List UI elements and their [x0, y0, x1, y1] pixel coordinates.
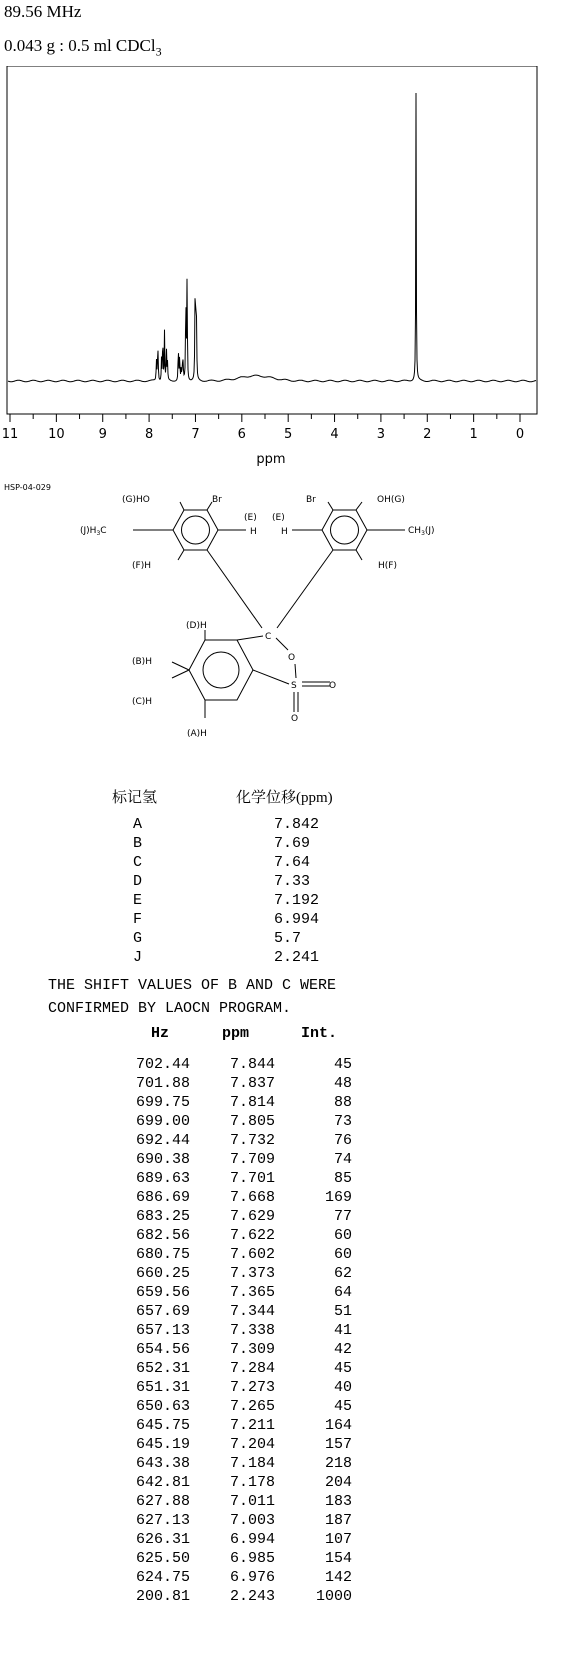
x-tick-label: 1 — [469, 427, 478, 442]
peak-row — [0, 1340, 570, 1360]
peak-ppm: 7.338 — [229, 1322, 275, 1339]
peak-hz: 680.75 — [135, 1246, 190, 1263]
label-ch3-j: $CH_3(J)$ — [408, 526, 435, 537]
peak-hz: 699.75 — [135, 1094, 190, 1111]
peak-int: 60 — [333, 1246, 352, 1263]
col-header-int: Int. — [301, 1025, 338, 1042]
x-tick-label: 5 — [284, 427, 293, 442]
peak-row — [0, 1093, 570, 1113]
peak-int: 77 — [333, 1208, 352, 1225]
peak-row — [0, 1226, 570, 1246]
peak-hz: 627.13 — [135, 1512, 190, 1529]
peak-row — [0, 1207, 570, 1227]
shift-row-label: A — [133, 816, 143, 833]
peak-hz: 686.69 — [135, 1189, 190, 1206]
peak-row — [0, 1131, 570, 1151]
x-tick-label: 0 — [515, 427, 525, 442]
peak-row — [0, 1492, 570, 1512]
peak-row — [0, 1568, 570, 1588]
peak-hz: 645.75 — [135, 1417, 190, 1434]
peak-int: 85 — [333, 1170, 352, 1187]
peak-int: 1000 — [315, 1588, 352, 1605]
label-br-left: Br — [212, 495, 222, 505]
peak-ppm: 7.178 — [229, 1474, 275, 1491]
peak-ppm: 6.985 — [229, 1550, 275, 1567]
peak-hz: 624.75 — [135, 1569, 190, 1586]
peak-row — [0, 1378, 570, 1398]
shift-row-value: 6.994 — [274, 911, 320, 928]
peak-int: 60 — [333, 1227, 352, 1244]
peak-int: 76 — [333, 1132, 352, 1149]
peak-hz: 643.38 — [135, 1455, 190, 1472]
shift-row-value: 7.192 — [274, 892, 320, 909]
peak-ppm: 7.211 — [229, 1417, 275, 1434]
shift-row-label: E — [133, 892, 143, 909]
peak-int: 218 — [324, 1455, 352, 1472]
peak-hz: 699.00 — [135, 1113, 190, 1130]
peak-row — [0, 1416, 570, 1436]
sample-concentration — [4, 36, 162, 59]
label-s-atom: S — [291, 681, 297, 691]
label-h-f-right: H(F) — [378, 561, 397, 571]
peak-ppm: 7.602 — [229, 1246, 275, 1263]
shift-row-label: J — [133, 949, 143, 966]
peak-hz: 692.44 — [135, 1132, 190, 1149]
peak-ppm: 7.344 — [229, 1303, 275, 1320]
peak-ppm: 7.844 — [229, 1056, 275, 1073]
peak-ppm: 7.011 — [229, 1493, 275, 1510]
peak-row — [0, 1454, 570, 1474]
label-h-left-e: H — [250, 527, 257, 537]
x-tick-label: 10 — [48, 427, 65, 442]
peak-hz: 660.25 — [135, 1265, 190, 1282]
peak-int: 157 — [324, 1436, 352, 1453]
peak-hz: 652.31 — [135, 1360, 190, 1377]
peak-ppm: 7.814 — [229, 1094, 275, 1111]
peak-row — [0, 1302, 570, 1322]
peak-ppm: 7.805 — [229, 1113, 275, 1130]
label-e-right: (E) — [272, 513, 285, 523]
peak-hz: 645.19 — [135, 1436, 190, 1453]
peak-int: 73 — [333, 1113, 352, 1130]
shift-row-label: B — [133, 835, 143, 852]
peak-ppm: 7.837 — [229, 1075, 275, 1092]
peak-row — [0, 1245, 570, 1265]
sample-text: 0.043 g : 0.5 ml CDCl — [4, 36, 156, 55]
label-c-h: (C)H — [132, 697, 153, 707]
peak-hz: 650.63 — [135, 1398, 190, 1415]
label-j-h3c: $(J)H_3C$ — [80, 526, 107, 537]
peak-int: 154 — [324, 1550, 352, 1567]
peak-row — [0, 1359, 570, 1379]
peak-row — [0, 1074, 570, 1094]
label-br-right: Br — [306, 495, 316, 505]
peak-ppm: 7.709 — [229, 1151, 275, 1168]
peak-row — [0, 1283, 570, 1303]
x-tick-label: 9 — [98, 427, 107, 442]
shift-row-value: 5.7 — [274, 930, 302, 947]
peak-ppm: 7.668 — [229, 1189, 275, 1206]
peak-hz: 626.31 — [135, 1531, 190, 1548]
peak-int: 41 — [333, 1322, 352, 1339]
x-axis-label: ppm — [256, 452, 286, 466]
col-header-ppm: ppm — [222, 1025, 250, 1042]
peak-row — [0, 1397, 570, 1417]
peak-ppm: 7.184 — [229, 1455, 275, 1472]
spectrum-line — [8, 93, 536, 382]
peak-int: 187 — [324, 1512, 352, 1529]
peak-hz: 689.63 — [135, 1170, 190, 1187]
label-o-bottom: O — [291, 714, 299, 724]
peak-int: 169 — [324, 1189, 352, 1206]
label-o-ring: O — [288, 653, 296, 663]
note-line-2: CONFIRMED BY LAOCN PROGRAM. — [48, 1000, 292, 1017]
peak-hz: 625.50 — [135, 1550, 190, 1567]
shift-row-label: G — [133, 930, 143, 947]
spectrum-code: HSP-04-029 — [4, 483, 51, 492]
label-f-h-left: (F)H — [132, 561, 151, 571]
left-ring-circle — [182, 516, 210, 544]
peak-hz: 690.38 — [135, 1151, 190, 1168]
shift-row-label: F — [133, 911, 143, 928]
peak-int: 45 — [333, 1360, 352, 1377]
label-d-h: (D)H — [186, 621, 207, 631]
peak-int: 45 — [333, 1056, 352, 1073]
shift-row-value: 7.33 — [274, 873, 311, 890]
peak-hz: 683.25 — [135, 1208, 190, 1225]
peak-ppm: 6.976 — [229, 1569, 275, 1586]
peak-row — [0, 1511, 570, 1531]
peak-ppm: 2.243 — [229, 1588, 275, 1605]
peak-int: 40 — [333, 1379, 352, 1396]
peak-row — [0, 1530, 570, 1550]
label-h-right-e: H — [281, 527, 288, 537]
x-tick-label: 11 — [1, 427, 19, 442]
peak-hz: 654.56 — [135, 1341, 190, 1358]
label-a-h: (A)H — [187, 729, 207, 739]
peak-int: 88 — [333, 1094, 352, 1111]
shift-row — [0, 891, 570, 911]
right-ring-circle — [331, 516, 359, 544]
peak-ppm: 7.701 — [229, 1170, 275, 1187]
shift-row — [0, 815, 570, 835]
peak-hz: 627.88 — [135, 1493, 190, 1510]
shift-row — [0, 834, 570, 854]
peak-hz: 642.81 — [135, 1474, 190, 1491]
peak-int: 42 — [333, 1341, 352, 1358]
shift-row — [0, 872, 570, 892]
peak-row — [0, 1055, 570, 1075]
peak-ppm: 7.284 — [229, 1360, 275, 1377]
peak-row — [0, 1264, 570, 1284]
peak-hz: 657.69 — [135, 1303, 190, 1320]
peak-ppm: 7.265 — [229, 1398, 275, 1415]
peak-ppm: 7.204 — [229, 1436, 275, 1453]
x-tick-label: 4 — [330, 427, 339, 442]
peak-row — [0, 1188, 570, 1208]
peak-ppm: 7.365 — [229, 1284, 275, 1301]
peak-int: 142 — [324, 1569, 352, 1586]
x-tick-label: 8 — [144, 427, 154, 442]
x-axis-ticks — [2, 414, 524, 442]
peak-ppm: 6.994 — [229, 1531, 275, 1548]
label-b-h: (B)H — [132, 657, 152, 667]
peak-row — [0, 1321, 570, 1341]
peak-hz: 701.88 — [135, 1075, 190, 1092]
shift-row-value: 7.69 — [274, 835, 311, 852]
peak-row — [0, 1473, 570, 1493]
peak-hz: 200.81 — [135, 1588, 190, 1605]
x-tick-label: 7 — [191, 427, 200, 442]
peak-ppm: 7.003 — [229, 1512, 275, 1529]
peak-int: 51 — [333, 1303, 352, 1320]
peak-int: 64 — [333, 1284, 352, 1301]
peak-int: 45 — [333, 1398, 352, 1415]
peak-int: 48 — [333, 1075, 352, 1092]
label-central-c: C — [265, 632, 272, 642]
shift-row-value: 2.241 — [274, 949, 320, 966]
label-o-right: O — [329, 681, 337, 691]
note-line-1: THE SHIFT VALUES OF B AND C WERE — [48, 977, 337, 994]
peak-ppm: 7.732 — [229, 1132, 275, 1149]
col-header-label: 标记氢 — [112, 790, 158, 806]
peak-ppm: 7.373 — [229, 1265, 275, 1282]
shift-row — [0, 948, 570, 968]
plot-frame — [7, 66, 537, 414]
peak-int: 183 — [324, 1493, 352, 1510]
benzo-ring-circle — [203, 652, 239, 688]
peak-int: 164 — [324, 1417, 352, 1434]
peak-hz: 651.31 — [135, 1379, 190, 1396]
benzo-ring — [189, 640, 253, 700]
nmr-spectrum-chart — [0, 66, 570, 466]
shift-row — [0, 853, 570, 873]
peak-row — [0, 1587, 570, 1607]
peak-ppm: 7.629 — [229, 1208, 275, 1225]
peak-hz: 659.56 — [135, 1284, 190, 1301]
peak-hz: 682.56 — [135, 1227, 190, 1244]
peak-hz: 657.13 — [135, 1322, 190, 1339]
peak-hz: 702.44 — [135, 1056, 190, 1073]
label-oh-g: OH(G) — [377, 495, 405, 505]
peak-ppm: 7.273 — [229, 1379, 275, 1396]
shift-row — [0, 929, 570, 949]
col-header-shift: 化学位移(ppm) — [236, 790, 333, 806]
peak-ppm: 7.622 — [229, 1227, 275, 1244]
peak-int: 107 — [324, 1531, 352, 1548]
peak-row — [0, 1150, 570, 1170]
shift-row-value: 7.64 — [274, 854, 311, 871]
x-tick-label: 2 — [423, 427, 432, 442]
peak-row — [0, 1549, 570, 1569]
label-g-ho: (G)HO — [122, 495, 150, 505]
peak-row — [0, 1112, 570, 1132]
peak-row — [0, 1435, 570, 1455]
col-header-hz: Hz — [151, 1025, 170, 1042]
shift-row — [0, 910, 570, 930]
peak-int: 204 — [324, 1474, 352, 1491]
shift-row-label: C — [133, 854, 143, 871]
x-tick-label: 6 — [237, 427, 246, 442]
shift-row-label: D — [133, 873, 143, 890]
shift-row-value: 7.842 — [274, 816, 320, 833]
spectrometer-frequency: 89.56 MHz — [4, 2, 82, 21]
label-e-left: (E) — [244, 513, 257, 523]
peak-int: 74 — [333, 1151, 352, 1168]
peak-ppm: 7.309 — [229, 1341, 275, 1358]
peak-row — [0, 1169, 570, 1189]
x-tick-label: 3 — [376, 427, 386, 442]
sample-subscript: 3 — [155, 44, 162, 59]
peak-int: 62 — [333, 1265, 352, 1282]
chemical-structure — [0, 490, 570, 750]
